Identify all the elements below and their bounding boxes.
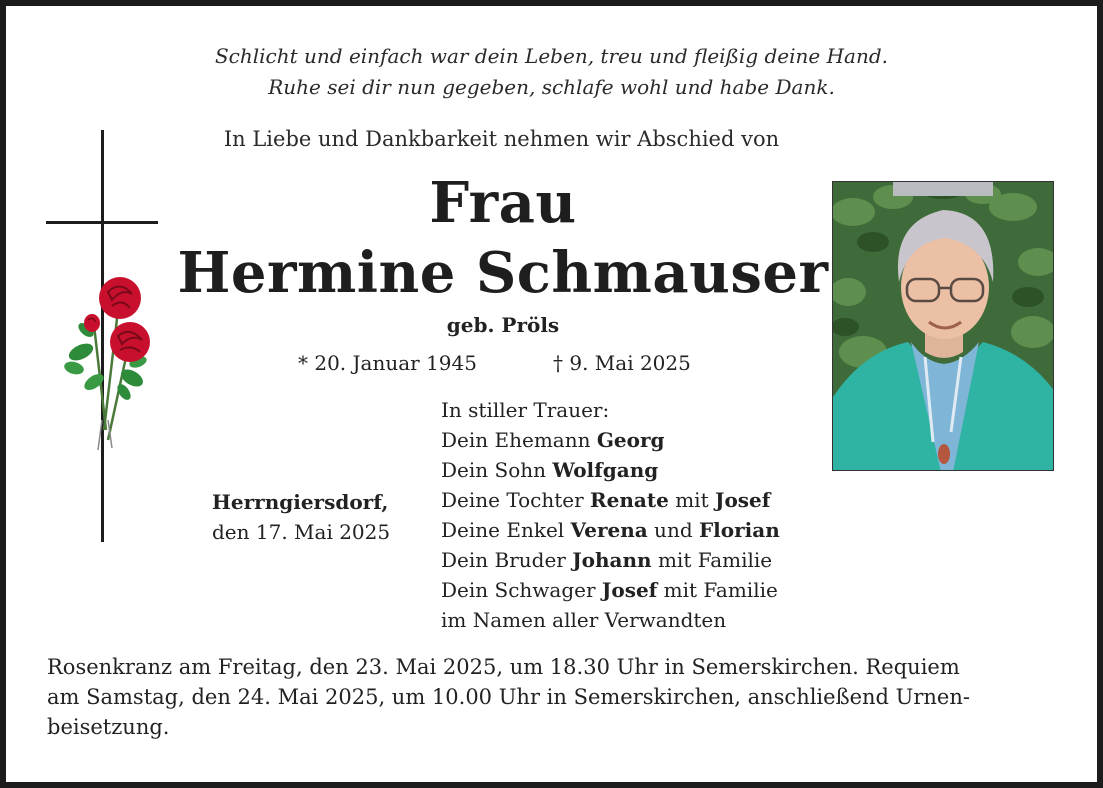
mourner-line: Dein Bruder Johann mit Familie [441, 548, 773, 572]
mourners-list [441, 395, 780, 635]
mourner-line: Deine Tochter Renate mit Josef [441, 488, 771, 512]
mourner-line: Deine Enkel Verena und Florian [441, 518, 780, 542]
mourner-line: Dein Sohn Wolfgang [441, 458, 659, 482]
service-info [47, 652, 1057, 742]
service-line-1: Rosenkranz am Freitag, den 23. Mai 2025, um 18.30 Uhr in Semerskirchen. Requiem [47, 655, 960, 679]
mourners-heading: In stiller Trauer: [441, 398, 610, 422]
birth-date: * 20. Januar 1945 [298, 351, 477, 375]
death-date: † 9. Mai 2025 [553, 351, 691, 375]
deceased-name: Hermine Schmauser [177, 240, 829, 306]
notice-date: den 17. Mai 2025 [212, 520, 391, 544]
verse-line-1: Schlicht und einfach war dein Leben, treu und fleißig deine Hand. [214, 44, 889, 68]
salutation: Frau [429, 170, 577, 236]
service-line-2: am Samstag, den 24. Mai 2025, um 10.00 Uhr in Semerskirchen, anschließend Urnen- [47, 685, 970, 709]
place: Herrngiersdorf, [212, 490, 389, 514]
mourner-line: Dein Ehemann Georg [441, 428, 665, 452]
cross-with-roses-icon [46, 130, 162, 544]
birth-name: geb. Pröls [446, 313, 560, 337]
mourner-line: Dein Schwager Josef mit Familie [441, 578, 778, 602]
verse-line-2: Ruhe sei dir nun gegeben, schlafe wohl und habe Dank. [268, 75, 835, 99]
mourners-closing: im Namen aller Verwandten [441, 608, 727, 632]
service-line-3: beisetzung. [47, 715, 170, 739]
portrait-photo [832, 181, 1054, 471]
intro-text: In Liebe und Dankbarkeit nehmen wir Abschied von [223, 127, 780, 151]
